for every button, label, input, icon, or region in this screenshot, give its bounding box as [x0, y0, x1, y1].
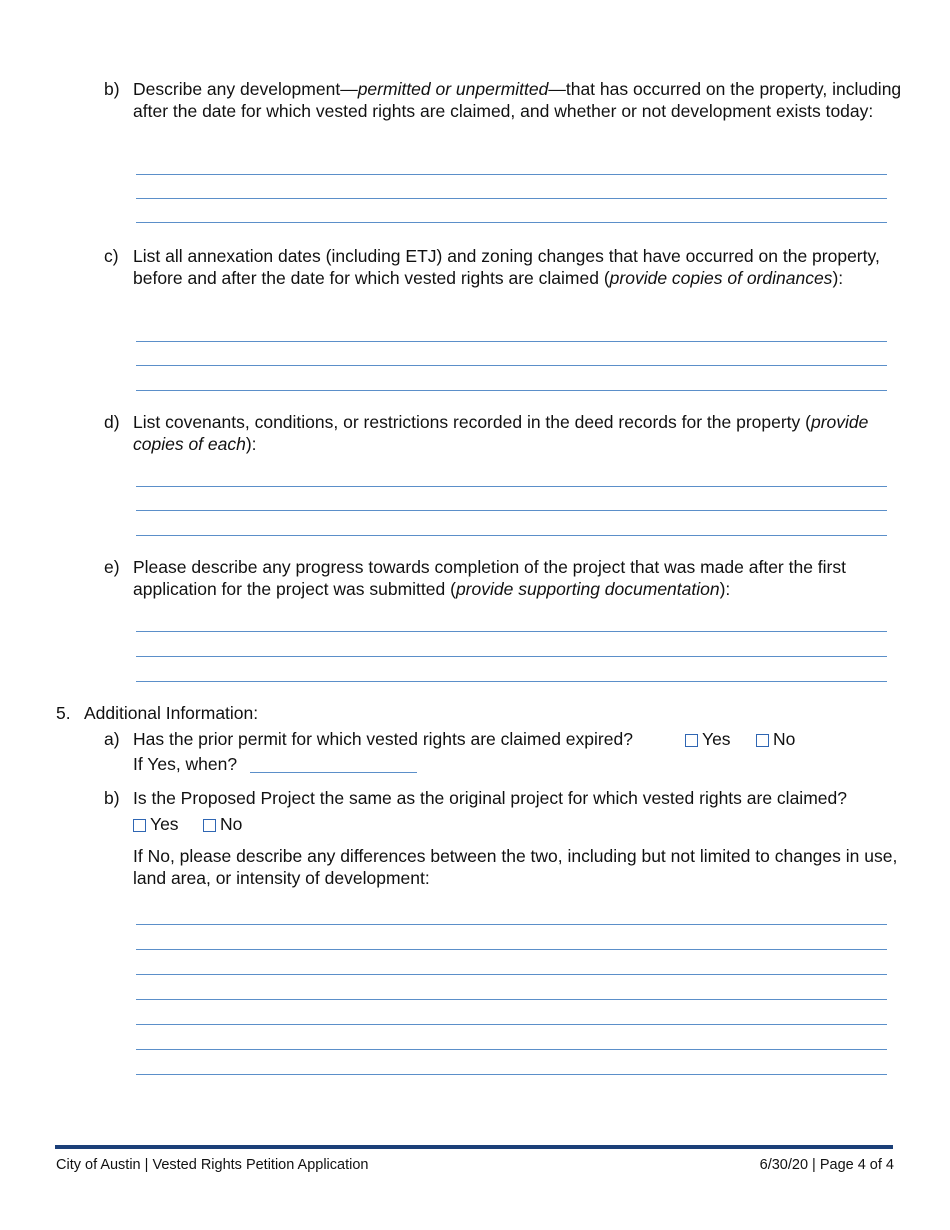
answer-line[interactable]	[136, 174, 887, 175]
yes-label: Yes	[150, 814, 179, 834]
answer-line[interactable]	[136, 198, 887, 199]
section-c-letter: c)	[104, 246, 119, 266]
section-d-letter: d)	[104, 412, 120, 432]
section-5b-question: Is the Proposed Project the same as the original project for which vested rights are claimed?	[133, 788, 847, 808]
answer-line[interactable]	[136, 681, 887, 682]
footer-right: 6/30/20 | Page 4 of 4	[759, 1157, 894, 1173]
section-d-text: List covenants, conditions, or restrictions recorded in the deed records for the property (provide copies of each):	[133, 412, 869, 454]
section-c-text: List all annexation dates (including ETJ) and zoning changes that have occurred on the property, before and after the date for which vested rights are claimed (provide copies of ordinances):	[133, 246, 880, 288]
answer-line[interactable]	[136, 974, 887, 975]
no-checkbox-5b[interactable]	[203, 814, 242, 836]
checkbox-icon	[685, 734, 698, 747]
answer-line[interactable]	[136, 949, 887, 950]
answer-line[interactable]	[136, 656, 887, 657]
answer-line[interactable]	[136, 535, 887, 536]
section-e-text: Please describe any progress towards completion of the project that was made after the first application for the project was submitted (provide supporting documentation):	[133, 557, 846, 599]
footer-left: City of Austin | Vested Rights Petition Application	[56, 1157, 369, 1173]
section-5a-followup: If Yes, when?	[133, 754, 238, 774]
section-5a-letter: a)	[104, 729, 120, 749]
yes-label: Yes	[702, 729, 731, 749]
checkbox-icon	[133, 819, 146, 832]
answer-line[interactable]	[136, 924, 887, 925]
yes-checkbox-5a[interactable]	[685, 729, 731, 751]
answer-line[interactable]	[136, 365, 887, 366]
answer-line[interactable]	[136, 341, 887, 342]
answer-line[interactable]	[136, 222, 887, 223]
no-label: No	[220, 814, 243, 834]
answer-line[interactable]	[136, 1049, 887, 1050]
section-5-title: Additional Information:	[84, 703, 259, 723]
section-b-text: Describe any development—permitted or unpermitted—that has occurred on the property, including after the date for which vested rights are claimed, and whether or not development exists today:	[133, 79, 902, 121]
answer-line[interactable]	[136, 510, 887, 511]
yes-checkbox-5b[interactable]	[133, 814, 179, 836]
answer-line[interactable]	[136, 486, 887, 487]
checkbox-icon	[756, 734, 769, 747]
section-b-letter: b)	[104, 79, 120, 99]
footer-divider	[55, 1145, 893, 1149]
answer-line[interactable]	[136, 1074, 887, 1075]
answer-line[interactable]	[136, 999, 887, 1000]
section-5a-question: Has the prior permit for which vested rights are claimed expired?	[133, 729, 633, 749]
section-5b-followup: If No, please describe any differences between the two, including but not limited to changes in use, land area, or intensity of development:	[133, 846, 898, 888]
section-5-number: 5.	[56, 703, 71, 723]
no-checkbox-5a[interactable]	[756, 729, 795, 751]
answer-line[interactable]	[136, 631, 887, 632]
when-input-line[interactable]	[250, 772, 417, 773]
answer-line[interactable]	[136, 390, 887, 391]
section-e-letter: e)	[104, 557, 120, 577]
answer-line[interactable]	[136, 1024, 887, 1025]
section-5b-letter: b)	[104, 788, 120, 808]
no-label: No	[773, 729, 796, 749]
checkbox-icon	[203, 819, 216, 832]
